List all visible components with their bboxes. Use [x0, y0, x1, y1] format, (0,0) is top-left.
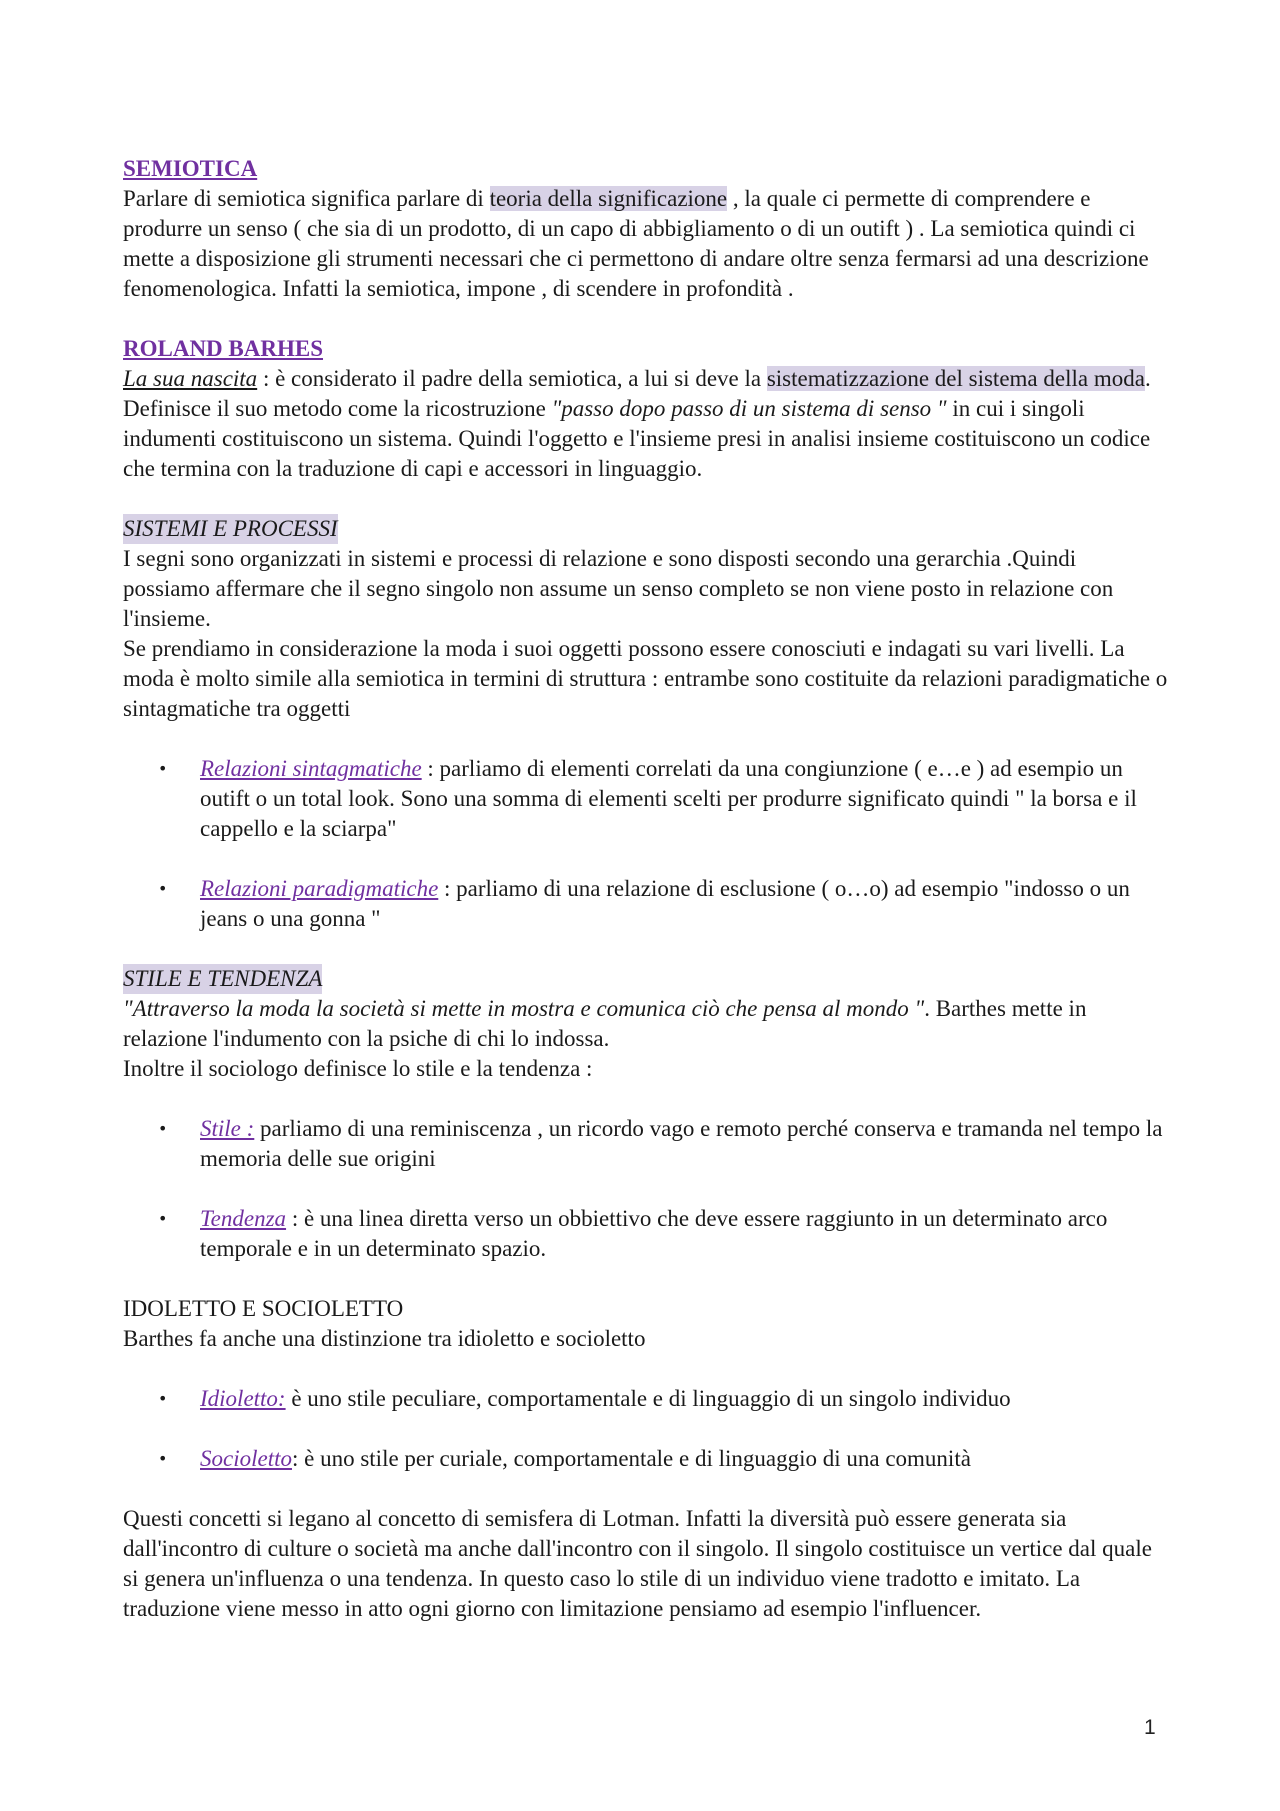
semiotica-heading: SEMIOTICA	[123, 156, 258, 181]
barhes-lead: La sua nascita	[123, 366, 258, 391]
list-item	[123, 1114, 1168, 1174]
barhes-quote: "passo dopo passo di un sistema di senso "	[551, 396, 947, 421]
list-item	[123, 1384, 1168, 1414]
barhes-heading: ROLAND BARHES	[123, 336, 324, 361]
idioletto-heading: IDOLETTO E SOCIOLETTO	[123, 1296, 404, 1321]
stile-heading: STILE E TENDENZA	[123, 964, 322, 994]
list-item	[123, 874, 1168, 934]
text-run: parliamo di una reminiscenza , un ricordo vago e remoto perché conserva e tramanda nel tempo la memoria delle sue origini	[200, 1116, 1163, 1171]
page-number: 1	[1144, 1716, 1156, 1739]
list-item	[123, 754, 1168, 844]
term-stile[interactable]: Stile :	[200, 1116, 255, 1141]
stile-quote: "Attraverso la moda la società si mette in mostra e comunica ciò che pensa al mondo "	[123, 996, 925, 1021]
text-run: : è considerato il padre della semiotica, a lui si deve la	[257, 366, 767, 391]
idioletto-list	[123, 1384, 1168, 1474]
stile-paragraph-1	[123, 994, 1168, 1054]
text-run: . Barthes mette in relazione l'indumento con la psiche di chi lo indossa.	[123, 996, 1087, 1051]
stile-list	[123, 1114, 1168, 1264]
term-sintagmatiche[interactable]: Relazioni sintagmatiche	[200, 756, 422, 781]
sistemi-heading: SISTEMI E PROCESSI	[123, 514, 338, 544]
document-page	[123, 154, 1168, 1624]
text-run: è uno stile peculiare, comportamentale e di linguaggio di un singolo individuo	[285, 1386, 1011, 1411]
semiotica-paragraph	[123, 184, 1168, 304]
highlight-teoria: teoria della significazione	[489, 186, 728, 211]
text-run: : è uno stile per curiale, comportamentale e di linguaggio di una comunità	[291, 1446, 971, 1471]
text-run: : parliamo di una relazione di esclusione ( o…o) ad esempio "indosso o un jeans o una gonna "	[200, 876, 1130, 931]
term-socioletto[interactable]: Socioletto	[200, 1446, 292, 1471]
highlight-sistematizzazione: sistematizzazione del sistema della moda	[766, 366, 1145, 391]
term-paradigmatiche[interactable]: Relazioni paradigmatiche	[200, 876, 439, 901]
sistemi-list	[123, 754, 1168, 934]
text-run: . Definisce il suo metodo come la ricostruzione	[123, 366, 1151, 421]
text-run: Parlare di semiotica significa parlare di	[123, 186, 490, 211]
text-run: , la quale ci permette di comprendere e produrre un senso ( che sia di un prodotto, di un capo di abbigliamento o di un outift ) . La semiotica quindi ci mette a disposizione gli strumenti necessari che ci permettono di andare oltre senza fermarsi ad una descrizione fenomenologica. Infatti la semiotica, impone , di scendere in profondità .	[123, 186, 1149, 301]
sistemi-paragraph-2: Se prendiamo in considerazione la moda i suoi oggetti possono essere conosciuti e indagati su vari livelli. La moda è molto simile alla semiotica in termini di struttura : entrambe sono costituite da relazioni paradigmatiche o sintagmatiche tra oggetti	[123, 636, 1168, 721]
term-idioletto[interactable]: Idioletto:	[200, 1386, 286, 1411]
list-item	[123, 1444, 1168, 1474]
term-tendenza[interactable]: Tendenza	[200, 1206, 287, 1231]
text-run: : è una linea diretta verso un obbiettivo che deve essere raggiunto in un determinato arco temporale e in un determinato spazio.	[200, 1206, 1108, 1261]
idioletto-paragraph-2: Questi concetti si legano al concetto di semisfera di Lotman. Infatti la diversità può essere generata sia dall'incontro di culture o società ma anche dall'incontro con il singolo. Il singolo costituisce un vertice dal quale si genera un'influenza o una tendenza. In questo caso lo stile di un individuo viene tradotto e imitato. La traduzione viene messo in atto ogni giorno con limitazione pensiamo ad esempio l'influencer.	[123, 1506, 1152, 1621]
text-run: in cui i singoli indumenti costituiscono un sistema. Quindi l'oggetto e l'insieme presi in analisi insieme costituiscono un codice che termina con la traduzione di capi e accessori in linguaggio.	[123, 396, 1151, 481]
list-item	[123, 1204, 1168, 1264]
text-run: : parliamo di elementi correlati da una congiunzione ( e…e ) ad esempio un outift o un total look. Sono una somma di elementi scelti per produrre significato quindi " la borsa e il cappello e la sciarpa"	[200, 756, 1137, 841]
stile-paragraph-2: Inoltre il sociologo definisce lo stile e la tendenza :	[123, 1056, 593, 1081]
sistemi-paragraph-1: I segni sono organizzati in sistemi e processi di relazione e sono disposti secondo una gerarchia .Quindi possiamo affermare che il segno singolo non assume un senso completo se non viene posto in relazione con l'insieme.	[123, 546, 1114, 631]
idioletto-paragraph-1: Barthes fa anche una distinzione tra idioletto e socioletto	[123, 1326, 646, 1351]
barhes-paragraph	[123, 364, 1168, 484]
